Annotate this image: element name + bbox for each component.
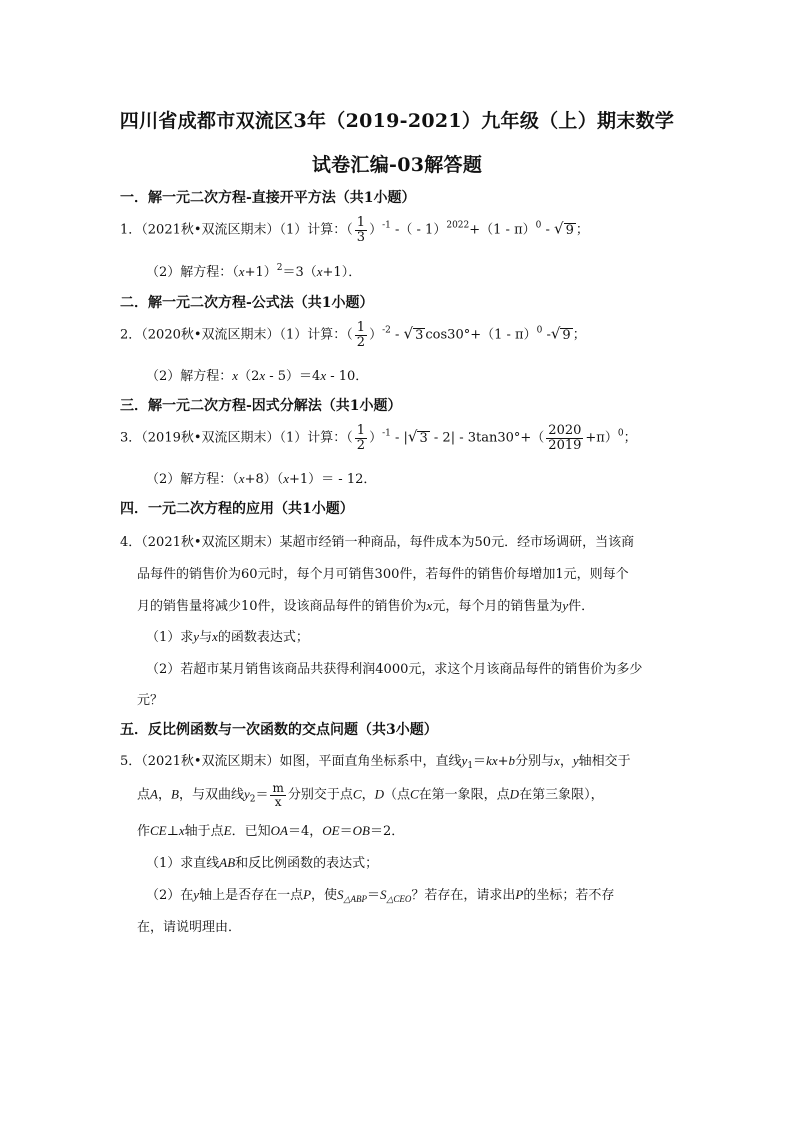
- q5-text: 的坐标；若不存: [523, 888, 615, 903]
- question-1-part1: [120, 216, 589, 244]
- question-4-line3: [137, 595, 594, 614]
- q5-text: ＝4，: [287, 824, 323, 839]
- q5-text: ．已知: [231, 824, 271, 839]
- q5-text: 轴上是否存在一点: [199, 888, 304, 903]
- section-heading-2: 二．解一元二次方程-公式法（共1小题）: [120, 295, 374, 311]
- q1-exp: 2: [276, 263, 283, 273]
- q1-text: +1）: [244, 265, 277, 280]
- q3-var: x: [283, 471, 290, 486]
- q5-subscript: 1: [467, 761, 474, 771]
- q5-text: 分别与: [515, 754, 555, 769]
- question-3-part2: [146, 468, 376, 487]
- q5-text: ，与双曲线: [178, 787, 244, 803]
- q5-text: 分别交于点: [287, 787, 353, 803]
- q5-text: 轴相交于: [578, 754, 631, 769]
- q5-var: CE: [150, 823, 167, 838]
- question-1-part2: [146, 261, 361, 280]
- q5-text: （1）求直线: [146, 856, 220, 871]
- q2-var: x: [232, 368, 239, 383]
- section-heading-4: 四．一元二次方程的应用（共1小题）: [120, 501, 354, 517]
- q2-text: -: [390, 327, 404, 343]
- q2-text: （2）解方程：: [146, 369, 233, 384]
- q4-var: x: [212, 629, 218, 644]
- question-5-line3: [137, 820, 404, 839]
- q5-text: 作: [137, 824, 151, 839]
- q5-text: ⊥: [166, 824, 179, 839]
- q2-text: - 5）＝4: [265, 369, 321, 384]
- section-heading-1: 一．解一元二次方程-直接开平方法（共1小题）: [120, 190, 416, 206]
- q5-text: ？若存在，请求出: [411, 888, 516, 903]
- q1-text: ；: [575, 222, 589, 238]
- q5-subscript: 2: [249, 794, 256, 805]
- question-3-part1: [120, 424, 637, 452]
- q1-var: x: [316, 264, 323, 279]
- q3-text: +π）: [585, 430, 618, 446]
- question-4-line2: 品每件的销售价为60元时，每个月可销售300件，若每件的销售价每增加1元，则每个: [137, 567, 629, 582]
- q4-text: 元，每个月的销售量为: [432, 599, 563, 614]
- q4-var: y: [193, 629, 200, 644]
- q1-text: -（ - 1）: [390, 222, 447, 238]
- q5-text: ＝2．: [369, 824, 405, 839]
- q5-var: E: [223, 823, 232, 838]
- q4-text: 件．: [568, 599, 595, 614]
- q2-radicand: 3: [415, 327, 424, 343]
- q4-text: 与: [199, 630, 213, 645]
- q5-text: ＝: [255, 787, 269, 803]
- q5-text: ＝: [473, 754, 487, 769]
- q5-var: P: [303, 887, 312, 902]
- q5-text: +: [497, 754, 509, 769]
- q5-text: 在第一象限，点: [418, 787, 510, 803]
- q1-text: +1）．: [322, 265, 362, 280]
- question-5-sub2: [146, 884, 614, 903]
- radical-sign: √: [403, 324, 414, 343]
- q5-text: ，: [157, 787, 171, 803]
- q3-lead: 3．（2019秋•双流区期末）（1）计算：（: [120, 430, 353, 446]
- q2-text: cos30°+（1 - π）: [425, 327, 537, 343]
- q5-text: ，使: [311, 888, 338, 903]
- q5-var: y: [461, 753, 468, 768]
- q5-text: ＝: [339, 824, 353, 839]
- q2-lead: 2．（2020秋•双流区期末）（1）计算：（: [120, 327, 353, 343]
- q2-exp: -2: [382, 325, 391, 336]
- q5-var: S: [337, 887, 344, 902]
- q5-var: kx: [486, 753, 498, 768]
- q1-var: x: [238, 264, 245, 279]
- q1-text: -: [541, 222, 555, 238]
- q5-subscript: △ABP: [343, 894, 367, 904]
- q4-var: y: [562, 598, 569, 613]
- section-heading-5: 五．反比例函数与一次函数的交点问题（共3小题）: [120, 722, 438, 738]
- q2-radicand: 9: [562, 327, 571, 343]
- radical-sign: √: [550, 324, 561, 343]
- q4-text: 月的销售量将减少10件，设该商品每件的销售价为: [137, 599, 427, 614]
- q5-text: ＝: [366, 888, 380, 903]
- question-5-sub2-cont: 在，请说明理由．: [137, 920, 242, 935]
- q3-text: +8）（: [244, 472, 284, 487]
- q2-exp: 0: [536, 325, 543, 336]
- q5-text: ，: [361, 787, 375, 803]
- q5-fraction: $\frac{m}{x}$: [272, 781, 284, 809]
- q5-var: P: [515, 887, 524, 902]
- q5-var: D: [509, 786, 520, 802]
- document-title-line1: 四川省成都市双流区3年（2019-2021）九年级（上）期末数学: [119, 110, 675, 132]
- question-2-part1: [120, 321, 586, 349]
- question-4-sub2-cont: 元？: [137, 693, 164, 708]
- q3-text: +1）＝ - 12．: [289, 472, 377, 487]
- q5-var: C: [352, 786, 362, 802]
- q2-var: x: [320, 368, 327, 383]
- radical-sign: √: [554, 219, 564, 238]
- q2-text: ；: [572, 327, 586, 343]
- q5-text: （2）在: [146, 888, 194, 903]
- q2-text: -: [542, 327, 551, 343]
- q3-exp: -1: [382, 428, 391, 439]
- q2-text: ）: [369, 327, 383, 343]
- q1-radicand: 9: [565, 222, 574, 238]
- question-4-line1: 4．（2021秋•双流区期末）某超市经销一种商品，每件成本为50元．经市场调研，当该商: [120, 535, 635, 550]
- q3-radicand: 3: [419, 430, 428, 446]
- q3-fraction: $\frac{1}{2}$: [356, 423, 366, 453]
- q1-text: +（1 - π）: [469, 222, 536, 238]
- q5-text: ，: [559, 754, 573, 769]
- q3-text: （2）解方程：（: [146, 472, 239, 487]
- q3-var: x: [238, 471, 245, 486]
- q5-var: y: [193, 887, 200, 902]
- radical-sign: √: [407, 427, 418, 446]
- q4-text: （1）求: [146, 630, 194, 645]
- q1-text: ）: [369, 222, 383, 238]
- q4-text: 的函数表达式；: [217, 630, 309, 645]
- q1-fraction: $\frac{1}{3}$: [356, 215, 366, 245]
- q5-text: 轴于点: [184, 824, 224, 839]
- q2-text: （2: [238, 369, 260, 384]
- q3-fraction-2: $\frac{2020}{2019}$: [548, 423, 582, 453]
- q5-var: y: [243, 786, 250, 802]
- q5-var: AB: [219, 855, 236, 870]
- q5-var: OA: [270, 823, 288, 838]
- question-5-line2: [137, 782, 604, 808]
- q1-text: （2）解方程：（: [146, 265, 239, 280]
- q3-text: - 2| - 3tan30°+（: [429, 430, 545, 446]
- question-4-sub1: [146, 626, 309, 645]
- q5-var: x: [178, 823, 185, 838]
- q3-exp: 0: [617, 428, 624, 439]
- q2-text: - 10．: [326, 369, 369, 384]
- q5-var: S: [379, 887, 387, 902]
- q3-text: ；: [623, 430, 637, 446]
- q5-var: OE: [322, 823, 340, 838]
- q1-text: ＝3（: [282, 265, 317, 280]
- q1-exp: 0: [535, 220, 542, 231]
- q1-exp: 2022: [446, 220, 470, 231]
- q5-text: 和反比例函数的表达式；: [235, 856, 379, 871]
- question-2-part2: [146, 365, 368, 384]
- document-title-line2: 试卷汇编-03解答题: [311, 154, 483, 176]
- q2-var: x: [259, 368, 266, 383]
- q3-text: - |: [390, 430, 408, 446]
- q1-exp: -1: [382, 220, 391, 231]
- q5-text: 5．（2021秋•双流区期末）如图，平面直角坐标系中，直线: [120, 754, 462, 769]
- q5-text: 点: [137, 787, 151, 803]
- q5-var: D: [374, 786, 384, 802]
- question-5-sub1: [146, 852, 378, 871]
- q5-var: A: [150, 786, 158, 802]
- question-5-line1: [120, 750, 631, 769]
- q5-text: 在第三象限），: [519, 787, 604, 803]
- q4-var: x: [426, 598, 433, 613]
- q5-var: y: [572, 753, 579, 768]
- q5-var: OB: [352, 823, 370, 838]
- q5-var: B: [170, 786, 179, 802]
- q3-text: ）: [369, 430, 383, 446]
- section-heading-3: 三．解一元二次方程-因式分解法（共1小题）: [120, 398, 402, 414]
- q2-fraction: $\frac{1}{2}$: [356, 320, 366, 350]
- q1-lead: 1．（2021秋•双流区期末）（1）计算：（: [120, 222, 353, 238]
- q5-var: b: [508, 753, 516, 768]
- question-4-sub2: （2）若超市某月销售该商品共获得利润4000元，求这个月该商品每件的销售价为多少: [146, 662, 643, 677]
- q5-text: （点: [383, 787, 410, 803]
- q5-var: x: [554, 753, 560, 768]
- q5-var: C: [409, 786, 419, 802]
- q5-subscript: △CEO: [386, 894, 412, 904]
